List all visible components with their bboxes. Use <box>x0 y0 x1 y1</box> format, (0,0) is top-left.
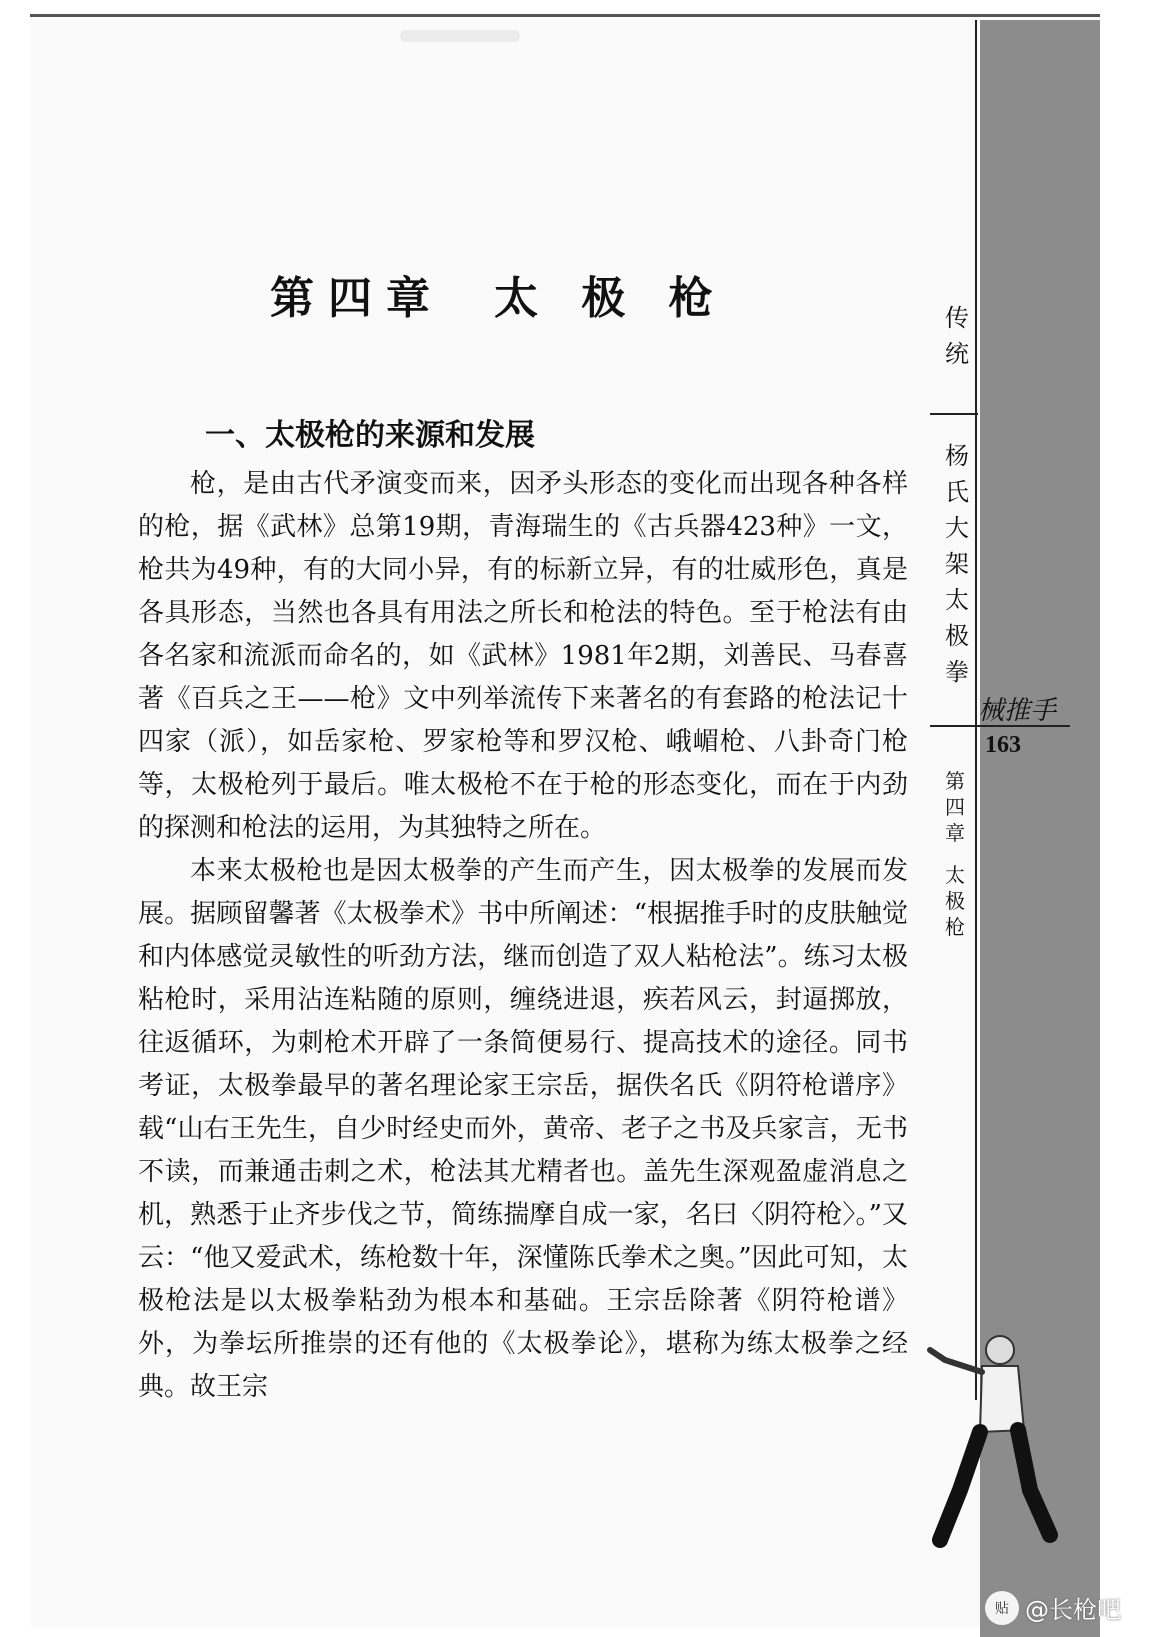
sidebar-series-label: 传统 <box>945 304 969 368</box>
watermark <box>985 1590 1121 1625</box>
chapter-number: 第四章 <box>270 273 444 324</box>
sidebar-chapter-name: 太极枪 <box>945 863 965 939</box>
taiji-figure-illustration <box>900 1320 1060 1560</box>
paragraph: 本来太极枪也是因太极拳的产生而产生，因太极拳的发展而发展。据顾留馨著《太极拳术》书中所阐述：“根据推手时的皮肤触觉和内体感觉灵敏性的听劲方法，继而创造了双人粘枪法”。练习太极粘枪时，采用沾连粘随的原则，缠绕进退，疾若风云，封逼掷放，往返循环，为刺枪术开辟了一条简便易行、提高技术的途径。同书考证，太极拳最早的著名理论家王宗岳，据佚名氏《阴符枪谱序》载“山右王先生，自少时经史而外，黄帝、老子之书及兵家言，无书不读，而兼通击刺之术，枪法其尤精者也。盖先生深观盈虚消息之机，熟悉于止齐步伐之节，简练揣摩自成一家，名曰〈阴符枪〉。”又云：“他又爱武术，练枪数十年，深懂陈氏拳术之奥。”因此可知，太极枪法是以太极拳粘劲为根本和基础。王宗岳除著《阴符枪谱》外，为拳坛所推崇的还有他的《太极拳论》，堪称为练太极拳之经典。故王宗 <box>138 856 908 1402</box>
body-text <box>138 463 908 1409</box>
paragraph: 枪，是由古代矛演变而来，因矛头形态的变化而出现各种各样的枪，据《武林》总第19期，青海瑞生的《古兵器423种》一文，枪共为49种，有的大同小异，有的标新立异，有的壮威形色，真是各具形态，当然也各具有用法之所长和枪法的特色。至于枪法有由各名家和流派而命名的，如《武林》1981年2期，刘善民、马春喜著《百兵之王——枪》文中列举流传下来著名的有套路的枪法记十四家（派），如岳家枪、罗家枪等和罗汉枪、峨嵋枪、八卦奇门枪等，太极枪列于最后。唯太极枪不在于枪的形态变化，而在于内劲的探测和枪法的运用，为其独特之所在。 <box>138 469 908 843</box>
chapter-title <box>270 262 727 326</box>
scan-smudge <box>400 30 520 42</box>
chapter-name: 太 极 枪 <box>494 273 727 324</box>
page-number: 163 <box>985 732 1021 758</box>
sidebar-book-title: 杨氏大架太极拳 <box>945 442 969 686</box>
sidebar-script-text: 械推手 <box>978 696 1057 726</box>
tieba-icon: 贴 <box>985 1591 1019 1625</box>
sidebar-chapter: 第四章 <box>945 769 965 845</box>
sidebar-rule <box>975 20 977 1400</box>
sidebar-divider-top <box>930 413 978 415</box>
section-title: 一、太极枪的来源和发展 <box>205 418 535 453</box>
watermark-text: @长枪吧 <box>1025 1596 1121 1624</box>
